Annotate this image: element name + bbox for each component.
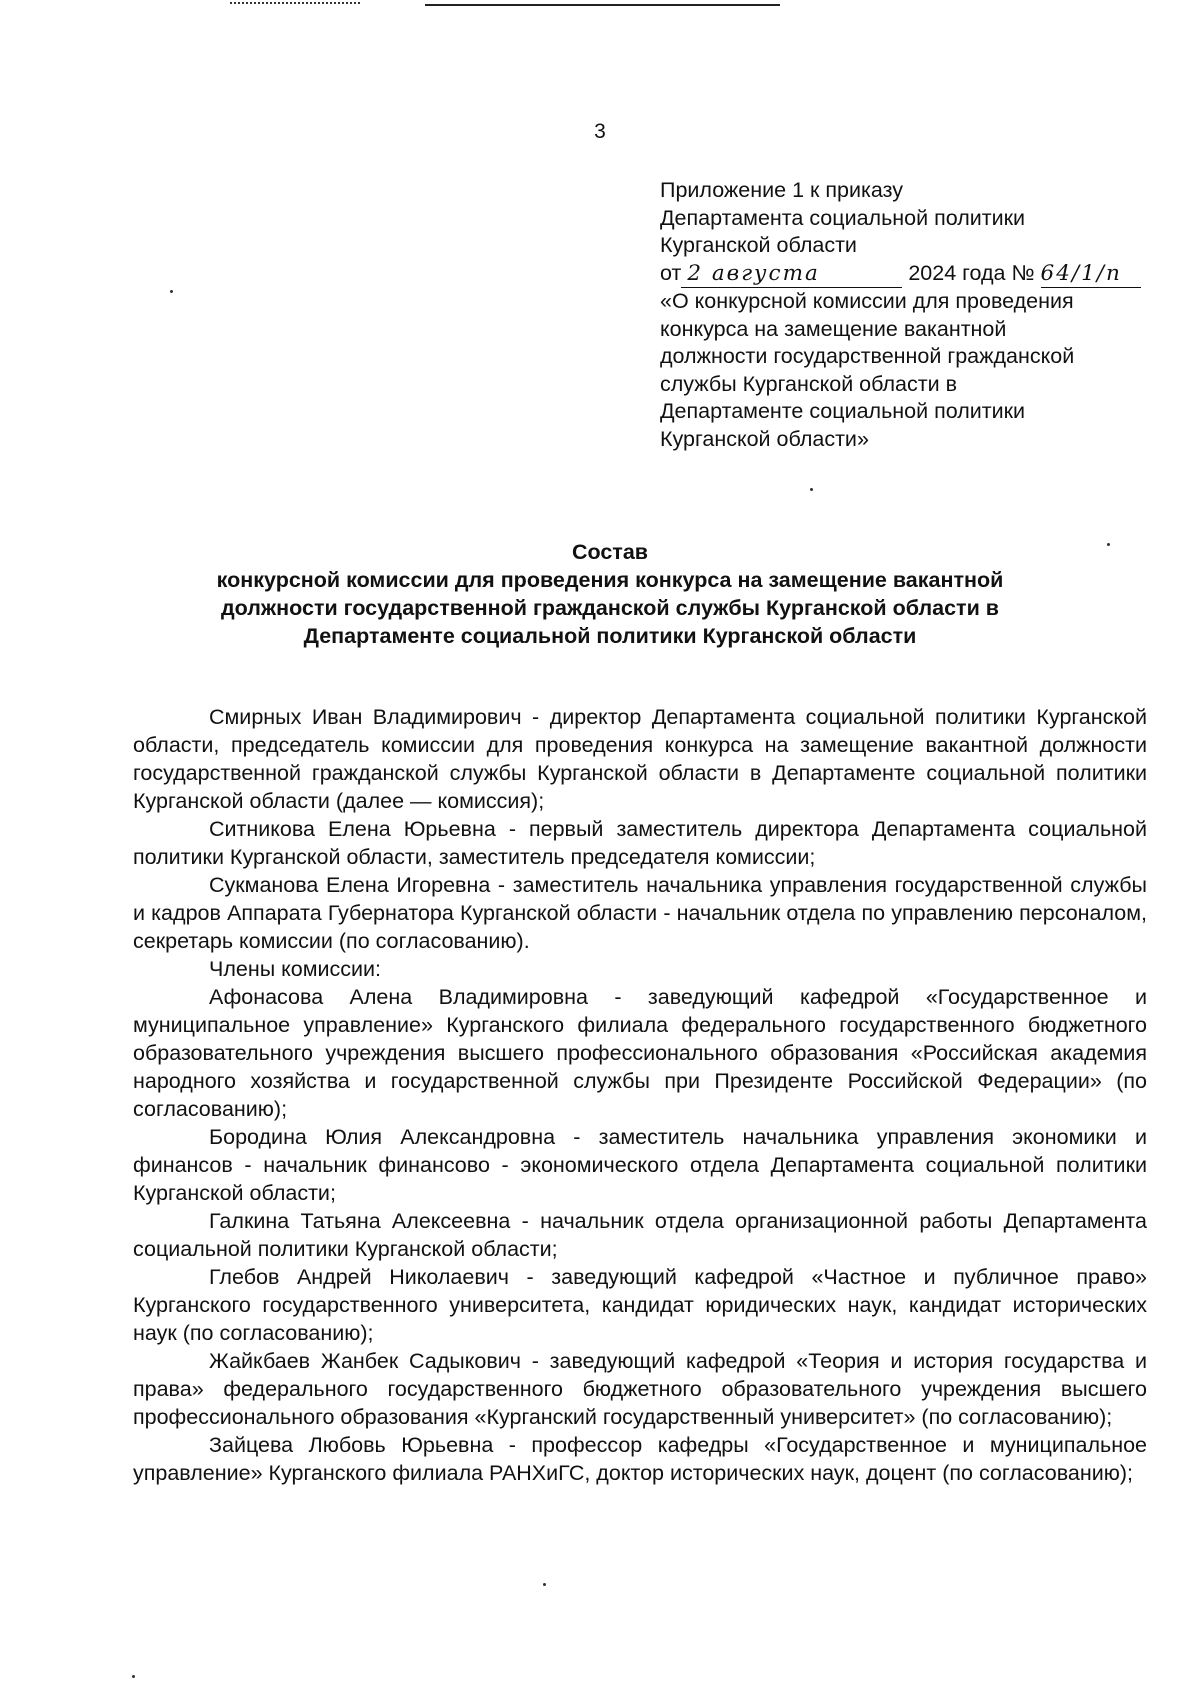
appendix-line: конкурса на замещение вакантной [660, 316, 1007, 341]
scan-speck [1107, 543, 1110, 546]
appendix-line: Курганской области» [660, 426, 869, 451]
appendix-line: службы Курганской области в [660, 371, 957, 396]
appendix-header [660, 177, 1180, 453]
scan-artifact-dots [230, 2, 360, 7]
scan-speck [543, 1583, 546, 1586]
scan-speck [810, 488, 813, 491]
handwritten-order-number: 64/1/п [1041, 260, 1141, 289]
member-paragraph: Глебов Андрей Николаевич - заведующий кафедрой «Частное и публичное право» Курганского государственного университета, кандидат юридических наук, кандидат исторических наук (по согласованию); [133, 1265, 1147, 1345]
members-heading: Члены комиссии: [209, 957, 382, 981]
appendix-line: Департаменте социальной политики [660, 399, 1026, 423]
appendix-line: Департамента социальной политики [660, 205, 1026, 230]
title-line: конкурсной комиссии для проведения конкурса на замещение вакантной [216, 568, 1004, 592]
member-paragraph: Зайцева Любовь Юрьевна - профессор кафедры «Государственное и муниципальное управление» Курганского филиала РАНХиГС, доктор исторических наук, доцент (по согласованию); [133, 1433, 1147, 1485]
appendix-line: «О конкурсной комиссии для проведения [660, 289, 1074, 313]
date-prefix: от [660, 260, 682, 285]
appendix-line: Курганской области [660, 233, 857, 257]
title-line: должности государственной гражданской службы Курганской области в [221, 596, 999, 620]
title-heading: Состав [571, 540, 649, 564]
member-paragraph: Афонасова Алена Владимировна - заведующий кафедрой «Государственное и муниципальное управление» Курганского филиала федерального государственного бюджетного образовательного учреждения высшего профессионального образования «Российская академия народного хозяйства и государственной службы при Президенте Российской Федерации» (по согласованию); [133, 985, 1147, 1121]
document-title [130, 538, 1090, 650]
member-paragraph: Жайкбаев Жанбек Садыкович - заведующий кафедрой «Теория и история государства и права» федерального государственного бюджетного образовательного учреждения высшего профессионального образования «Курганский государственный университет» (по согласованию); [133, 1349, 1147, 1429]
appendix-date-line [660, 260, 1180, 289]
deputy-chairman-paragraph: Ситникова Елена Юрьевна - первый заместитель директора Департамента социальной политики Курганской области, заместитель председателя комиссии; [133, 817, 1147, 869]
commission-composition [133, 703, 1147, 1487]
member-paragraph: Галкина Татьяна Алексеевна - начальник отдела организационной работы Департамента социальной политики Курганской области; [133, 1209, 1147, 1261]
scan-speck [170, 290, 173, 293]
appendix-line: Приложение 1 к приказу [660, 178, 903, 202]
page-number: 3 [594, 120, 606, 143]
appendix-line: должности государственной гражданской [660, 344, 1075, 368]
handwritten-date: 2 августа [681, 260, 902, 289]
secretary-paragraph: Сукманова Елена Игоревна - заместитель начальника управления государственной службы и кадров Аппарата Губернатора Курганской области - начальник отдела по управлению персоналом, секретарь комиссии (по согласованию). [133, 873, 1147, 953]
member-paragraph: Бородина Юлия Александровна - заместитель начальника управления экономики и финансов - начальник финансово - экономического отдела Департамента социальной политики Курганской области; [133, 1125, 1147, 1205]
scan-speck [132, 1675, 135, 1678]
title-line: Департаменте социальной политики Курганской области [303, 624, 917, 648]
chairman-paragraph: Смирных Иван Владимирович - директор Департамента социальной политики Курганской области, председатель комиссии для проведения конкурса на замещение вакантной должности государственной гражданской службы Курганской области в Департаменте социальной политики Курганской области (далее — комиссия); [133, 705, 1147, 813]
year-text: 2024 года № [908, 260, 1035, 285]
scan-artifact-line [425, 4, 780, 6]
